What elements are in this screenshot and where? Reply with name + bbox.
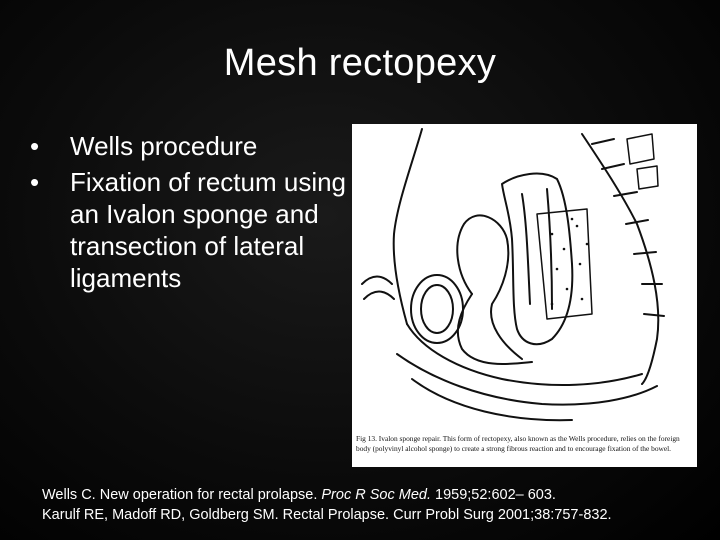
reference-text: Wells C. New operation for rectal prolapse. — [42, 487, 322, 503]
bullet-marker: • — [30, 131, 40, 161]
pelvis-diagram-drawing — [352, 124, 697, 467]
references — [42, 485, 712, 525]
reference-text: 1959;52:602– 603. — [430, 487, 556, 503]
anatomical-illustration — [352, 124, 697, 467]
bullet-item — [30, 130, 350, 162]
journal-name: Proc R Soc Med. — [321, 487, 431, 503]
slide-title: Mesh rectopexy — [223, 42, 497, 84]
bullet-text: Wells procedure — [70, 131, 258, 161]
bullet-text: Fixation of rectum using an Ivalon sponge and transection of lateral ligaments — [70, 167, 347, 293]
figure-caption: Fig 13. Ivalon sponge repair. This form of rectopexy, also known as the Wells procedure, relies on the foreign body (polyvinyl alcohol sponge) to create a strong fibrous reaction and to encourage fixation of the bowel. — [356, 434, 680, 453]
bullet-item — [30, 166, 350, 294]
reference-wells — [42, 485, 712, 505]
bullet-list — [30, 130, 350, 298]
bullet-marker: • — [30, 167, 40, 197]
reference-karulf: Karulf RE, Madoff RD, Goldberg SM. Rectal Prolapse. Curr Probl Surg 2001;38:757-832. — [42, 507, 612, 523]
